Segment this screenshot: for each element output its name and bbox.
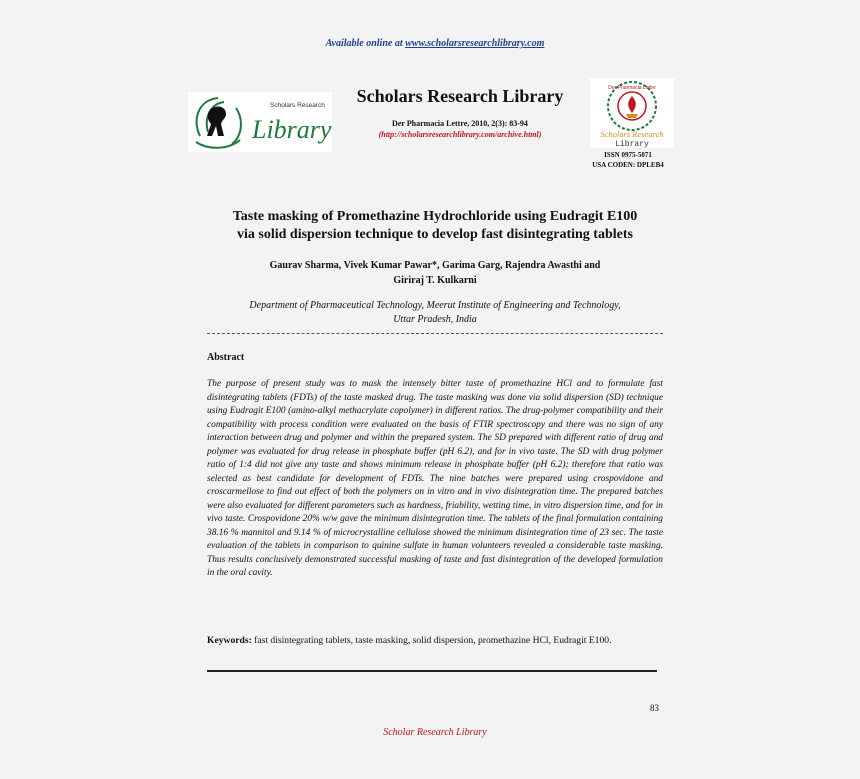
issn-block [578,150,678,170]
issn-number: ISSN 0975-5071 [604,151,652,159]
logo-swirl-bottom [196,140,240,148]
author-list [220,258,650,288]
archive-link[interactable]: (http://scholarsresearchlibrary.com/archive.html) [378,130,542,139]
abstract-text: The purpose of present study was to mask the intensely bitter taste of promethazine HCl and to formulate fast disintegrating tablets (FDTs) of the taste masked drug. The taste masking was done via solid dispersion (SD) technique using Eudragit E100 (amino-alkyl methacrylate copolymer) in different ratios. The drug-polymer compatibility and their compatibility with process condition were evaluated on the basis of FTIR spectroscopy and there was no sign of any interaction between drug and polymer and within the prepared system. The SD prepared with different ratio of drug and polymer was evaluated for drug release in phosphate buffer (pH 6.2), and for in vivo taste. The SD with drug polymer ratio of 1:4 did not give any taste and shows minimum release in phosphate buffer (pH 6.2); therefore that ratio was selected as best candidate for development of FDTs. The nine batches were prepared using crospovidone and croscarmellose to find out effect of both the polymers on in vitro and in vivo disintegration time. The prepared batches were also evaluated for different parameters such as hardness, friability, wetting time, in vitro dispersion time, and for in vivo taste. Crospovidone 20% w/w gave the minimum disintegration time. The tablets of the final formulation containing 38.16 % mannitol and 9.14 % of microcrystalline cellulose showed the minimum disintegration time of 23 sec. The taste evaluation of the tablets in comparison to quinine sulfate in human volunteers revealed a considerable taste masking. Thus results conclusively demonstrated successful masking of taste and fast disintegration of the developed formulation in the oral cavity. [207,379,663,578]
keywords-text: fast disintegrating tablets, taste masking, solid dispersion, promethazine HCl, Eudragit E100. [251,635,612,646]
article-title-line1: Taste masking of Promethazine Hydrochloride using Eudragit E100 [232,209,638,224]
author-list-line1: Gaurav Sharma, Vivek Kumar Pawar*, Garima Garg, Rajendra Awasthi and [269,260,601,271]
header-divider [207,333,663,334]
author-list-line2: Giriraj T. Kulkarni [393,275,477,286]
scholars-research-library-logo [188,92,332,152]
keywords [207,634,663,648]
coden: USA CODEN: DPLEB4 [592,161,664,169]
affiliation [205,299,665,327]
keywords-divider [207,670,657,672]
logo-arc-text: Der Pharmacia Lettre [608,85,656,91]
bowl-icon [626,114,638,118]
journal-name: Scholars Research Library [356,86,564,106]
logo-caption-line1: Scholars Research [600,129,664,139]
der-pharmacia-lettre-logo [590,78,674,148]
abstract-heading: Abstract [207,352,245,363]
publisher-footer: Scholar Research Library [383,727,487,738]
citation-line: Der Pharmacia Lettre, 2010, 2(3): 83-94 [392,119,528,128]
availability-prefix: Available online at [325,38,406,49]
page-number: 83 [650,703,659,713]
journal-website-link[interactable]: www.scholarsresearchlibrary.com [405,38,545,49]
logo-small-text: Scholars Research [270,102,325,109]
affiliation-line2: Uttar Pradesh, India [393,314,477,325]
logo-figure-silhouette [207,107,226,136]
availability-line [0,38,860,49]
journal-header [340,86,580,139]
logo-script-text: Library [252,115,332,144]
affiliation-line1: Department of Pharmaceutical Technology, Meerut Institute of Engineering and Technology, [249,300,621,311]
library-logo-graphic [188,92,332,152]
logo-swirl-right [232,108,241,144]
keywords-label: Keywords: [207,635,252,646]
lettre-logo-graphic [590,78,674,148]
article-title-line2: via solid dispersion technique to develop fast disintegrating tablets [237,227,633,242]
logo-caption-line2: Library [615,140,649,148]
article-title [200,208,670,244]
